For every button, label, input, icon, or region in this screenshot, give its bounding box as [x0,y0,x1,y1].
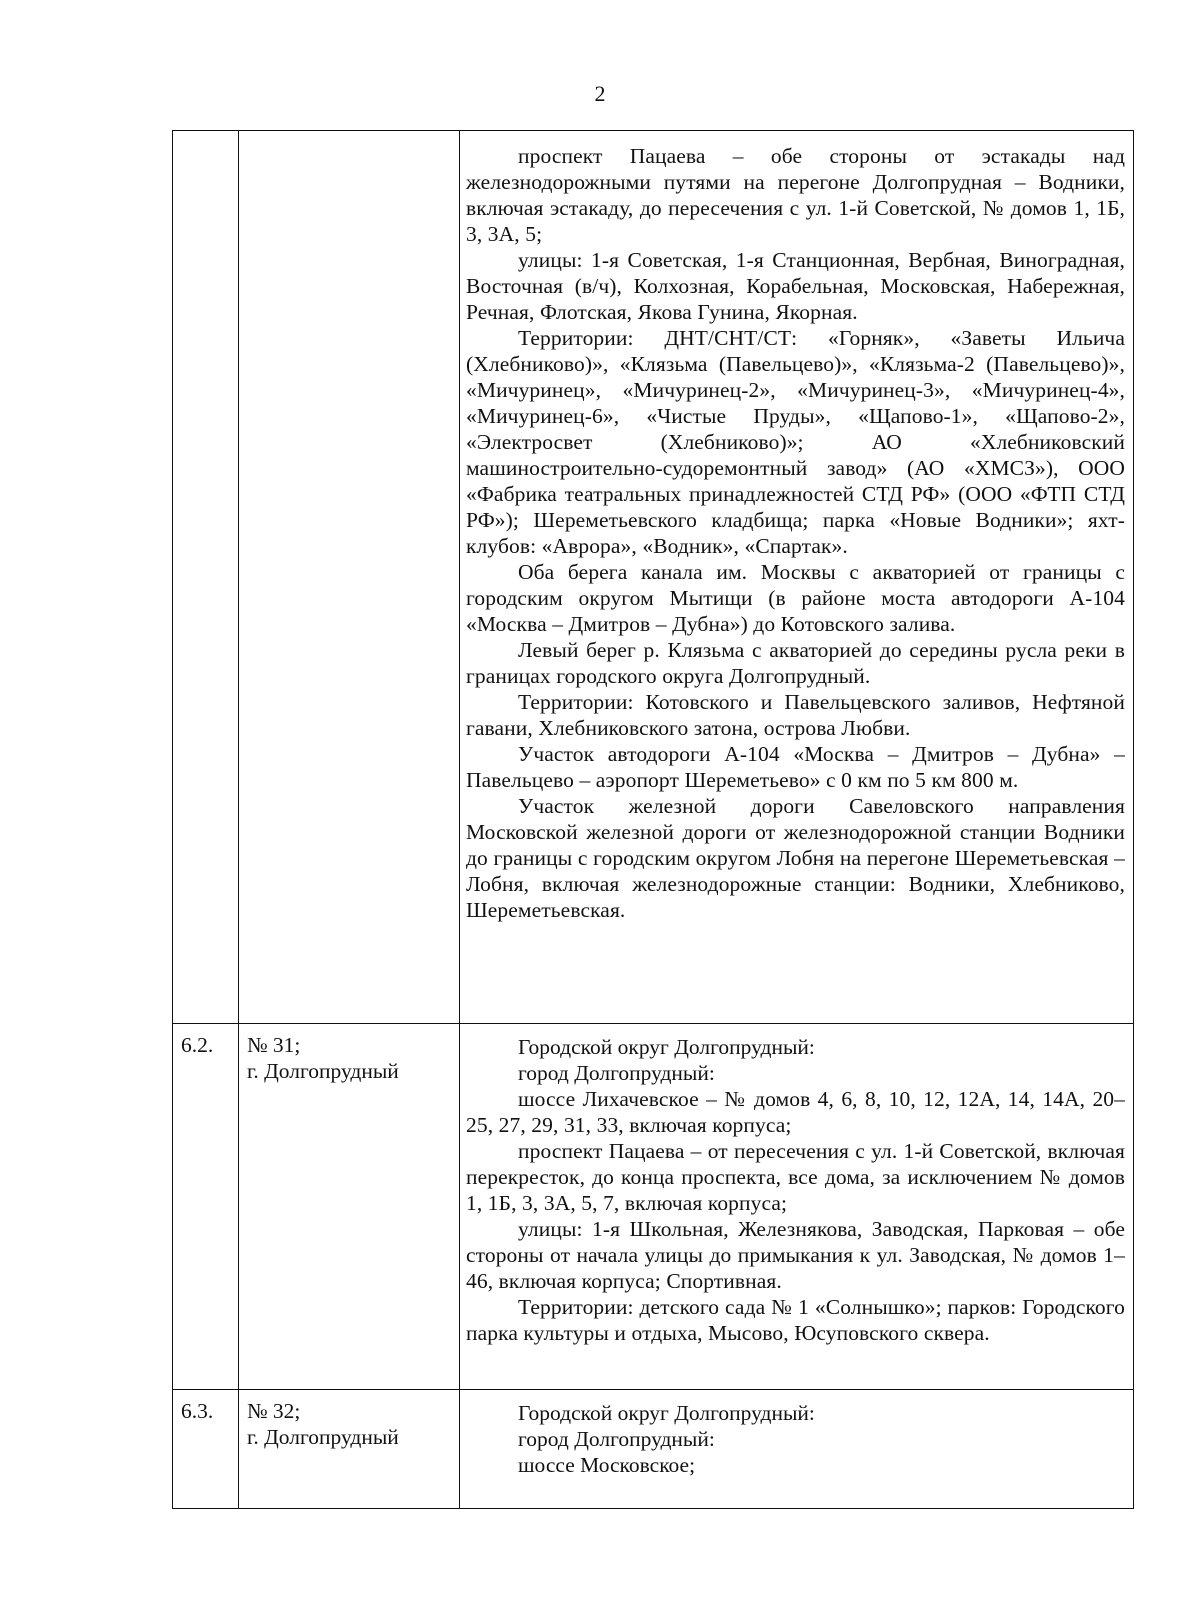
district-number: № 31; [247,1033,301,1057]
district-name [239,1024,460,1390]
district-description [460,1024,1134,1390]
district-description [460,1390,1134,1509]
row-number [173,131,239,1024]
district-description [460,131,1134,1024]
district-number: № 32; [247,1399,301,1423]
paragraph: улицы: 1-я Школьная, Железнякова, Заводская, Парковая – обе стороны от начала улицы до примыкания к ул. Заводская, № домов 1–46, включая корпуса; Спортивная. [466,1217,1125,1293]
district-name [239,1390,460,1509]
paragraph: Городской округ Долгопрудный: [518,1401,815,1425]
paragraph: Оба берега канала им. Москвы с акваторией от границы с городским округом Мытищи (в районе моста автодороги А-104 «Москва – Дмитров – Дубна») до Котовского залива. [466,560,1125,636]
paragraph: проспект Пацаева – обе стороны от эстакады над железнодорожными путями на перегоне Долгопрудная – Водники, включая эстакаду, до пересечения с ул. 1-й Советской, № домов 1, 1Б, 3, 3А, 5; [466,144,1125,246]
paragraph: город Долгопрудный: [518,1061,715,1085]
paragraph: шоссе Лихачевское – № домов 4, 6, 8, 10, 12, 12А, 14, 14А, 20–25, 27, 29, 31, 33, включая корпуса; [466,1087,1125,1137]
table-row [173,131,1134,1024]
table-row [173,1390,1134,1509]
row-number: 6.3. [173,1390,239,1509]
paragraph: шоссе Московское; [518,1453,696,1477]
paragraph: Территории: детского сада № 1 «Солнышко»; парков: Городского парка культуры и отдыха, Мысово, Юсуповского сквера. [466,1295,1125,1345]
district-city: г. Долгопрудный [247,1425,399,1449]
row-number: 6.2. [173,1024,239,1390]
paragraph: проспект Пацаева – от пересечения с ул. 1-й Советской, включая перекресток, до конца проспекта, все дома, за исключением № домов 1, 1Б, 3, 3А, 5, 7, включая корпуса; [466,1139,1125,1215]
paragraph: Территории: Котовского и Павельцевского заливов, Нефтяной гавани, Хлебниковского затона, острова Любви. [466,690,1125,740]
paragraph: Территории: ДНТ/СНТ/СТ: «Горняк», «Заветы Ильича (Хлебниково)», «Клязьма (Павельцево)», «Клязьма-2 (Павельцево)», «Мичуринец», «Мичуринец-2», «Мичуринец-3», «Мичуринец-4», «Мичуринец-6», «Чистые Пруды», «Щапово-1», «Щапово-2», «Электросвет (Хлебниково)»; АО «Хлебниковский машиностроительно-судоремонтный завод» (АО «ХМСЗ»), ООО «Фабрика театральных принадлежностей СТД РФ» (ООО «ФТП СТД РФ»); Шереметьевского кладбища; парка «Новые Водники»; яхт-клубов: «Аврора», «Водник», «Спартак». [466,326,1125,558]
paragraph: Левый берег р. Клязьма с акваторией до середины русла реки в границах городского округа Долгопрудный. [466,638,1125,688]
paragraph: Участок автодороги А-104 «Москва – Дмитров – Дубна» – Павельцево – аэропорт Шереметьево» с 0 км по 5 км 800 м. [466,742,1125,792]
paragraph: Участок железной дороги Савеловского направления Московской железной дороги от железнодорожной станции Водники до границы с городским округом Лобня на перегоне Шереметьевская – Лобня, включая железнодорожные станции: Водники, Хлебниково, Шереметьевская. [466,794,1125,922]
districts-table [172,130,1134,1509]
district-name [239,131,460,1024]
paragraph: город Долгопрудный: [518,1427,715,1451]
table-row [173,1024,1134,1390]
page-number: 2 [594,81,606,106]
paragraph: Городской округ Долгопрудный: [518,1035,815,1059]
district-city: г. Долгопрудный [247,1059,399,1083]
paragraph: улицы: 1-я Советская, 1-я Станционная, Вербная, Виноградная, Восточная (в/ч), Колхозная, Корабельная, Московская, Набережная, Речная, Флотская, Якова Гунина, Якорная. [466,248,1125,324]
